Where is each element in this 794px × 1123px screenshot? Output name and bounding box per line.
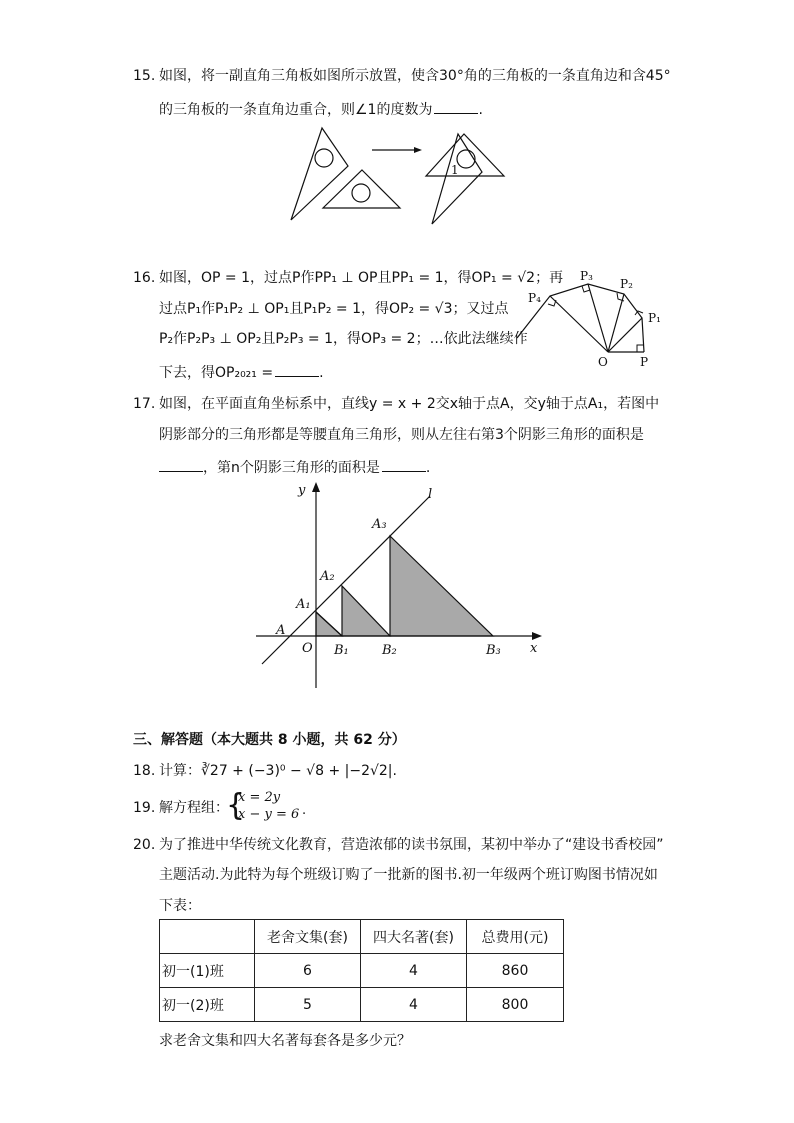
section-3-heading: 三、解答题（本大题共 8 小题，共 62 分）: [133, 732, 406, 748]
book-order-table: [159, 919, 564, 1022]
q15-line1: [133, 67, 671, 85]
table-cell: 800: [467, 988, 564, 1022]
q17-text-3: ，第n个阴影三角形的面积是: [203, 460, 380, 476]
q20-text-2: 主题活动.为此特为每个班级订购了一批新的图书.初一年级两个班订购图书情况如: [159, 867, 658, 883]
q17-label-o: O: [302, 641, 313, 656]
q16-label-p1: P₁: [648, 311, 661, 325]
q16-figure: [512, 266, 672, 370]
table-cell: 6: [255, 954, 361, 988]
q17-shaded-triangle-2: [342, 586, 390, 636]
q15-hole-left: [315, 149, 333, 167]
q16-label-p2: P₂: [620, 277, 633, 291]
q19-prefix: 解方程组：: [159, 800, 229, 816]
table-row: [160, 954, 564, 988]
table-cell: 860: [467, 954, 564, 988]
q15-tail: .: [478, 102, 483, 118]
q15-number: 15.: [133, 68, 156, 84]
q17-label-l: l: [428, 487, 433, 502]
q20-number: 20.: [133, 837, 156, 853]
table-cell: 5: [255, 988, 361, 1022]
q15-figure: [286, 126, 526, 226]
q15-answer-blank: [434, 99, 478, 114]
q17-text-2: 阴影部分的三角形都是等腰直角三角形，则从左往右第3个阴影三角形的面积是: [159, 427, 644, 443]
q17-line3: [159, 457, 430, 477]
q20-text-3: 下表：: [159, 898, 201, 914]
table-header-cell: 四大名著(套): [361, 920, 467, 954]
q17-line1: [133, 395, 659, 413]
q15-text-1: 如图，将一副直角三角板如图所示放置，使含30°角的三角板的一条直角边和含45°: [159, 68, 671, 84]
q16-line4: [159, 362, 324, 382]
q17-tail: .: [425, 460, 431, 476]
q16-line3: [159, 330, 528, 348]
q17-answer-blank-1: [159, 457, 203, 472]
q17-label-b2: B₂: [382, 643, 397, 658]
q16-label-p3: P₃: [580, 269, 593, 283]
q19-brace: {: [226, 788, 246, 823]
q16-number: 16.: [133, 270, 156, 286]
q16-line1: [133, 269, 563, 287]
table-cell: 4: [361, 954, 467, 988]
table-row: [160, 988, 564, 1022]
q19-line: [133, 799, 229, 817]
q15-combined-30: [432, 134, 482, 224]
table-header-cell-empty: [160, 920, 255, 954]
q17-shaded-triangle-3: [390, 536, 493, 636]
q15-angle-label: 1: [451, 163, 459, 177]
q17-line2: [159, 426, 644, 444]
q17-label-a1: A₁: [296, 597, 311, 612]
q20-line3: [159, 897, 201, 915]
table-header-row: [160, 920, 564, 954]
q17-label-x: x: [530, 641, 538, 656]
q16-text-2: 过点P₁作P₁P₂ ⊥ OP₁且P₁P₂ = 1，得OP₂ = √3；又过点: [159, 301, 509, 317]
q17-label-b3: B₃: [486, 643, 501, 658]
q20-question: 求老舍文集和四大名著每套各是多少元？: [159, 1033, 411, 1049]
q18-line: [133, 762, 397, 780]
q17-figure: [250, 478, 550, 692]
q15-hole-45: [352, 184, 370, 202]
q17-label-a: A: [276, 623, 286, 638]
table-cell-class: 初一(2)班: [160, 988, 255, 1022]
q16-answer-blank: [275, 362, 319, 377]
q17-x-arrow: [532, 632, 542, 640]
q18-text: 计算：∛27 + (−3)⁰ − √8 + |−2√2|.: [159, 763, 397, 779]
q15-line2: [159, 99, 483, 119]
q16-right-angle-p: [637, 345, 644, 352]
q20-line1: [133, 836, 664, 854]
q17-label-b1: B₁: [334, 643, 349, 658]
q15-triangle-30-left: [291, 128, 348, 220]
q19-period: ·: [302, 807, 307, 822]
q15-combined-45: [426, 134, 504, 176]
table-header-cell: 总费用(元): [467, 920, 564, 954]
q16-line2: [159, 300, 509, 318]
q15-combined-hole: [457, 150, 475, 168]
q19-number: 19.: [133, 800, 156, 816]
q16-text-1: 如图，OP = 1，过点P作PP₁ ⊥ OP且PP₁ = 1，得OP₁ = √2；再: [159, 270, 564, 286]
q17-label-a2: A₂: [320, 569, 335, 584]
table-header-cell: 老舍文集(套): [255, 920, 361, 954]
q16-tail: .: [319, 365, 324, 381]
q16-label-o: O: [598, 355, 608, 369]
q16-text-3: P₂作P₂P₃ ⊥ OP₂且P₂P₃ = 1，得OP₃ = 2；…依此法继续作: [159, 331, 528, 347]
q20-line2: [159, 866, 658, 884]
q18-number: 18.: [133, 763, 156, 779]
q17-label-y: y: [298, 483, 306, 498]
q17-label-a3: A₃: [372, 517, 387, 532]
q20-text-1: 为了推进中华传统文化教育，营造浓郁的读书氛围，某初中举办了“建设书香校园”: [159, 837, 664, 853]
table-cell-class: 初一(1)班: [160, 954, 255, 988]
q19-eq1: x = 2y: [238, 790, 281, 805]
q17-text-1: 如图，在平面直角坐标系中，直线y = x + 2交x轴于点A，交y轴于点A₁，若图中: [159, 396, 660, 412]
q15-text-2: 的三角板的一条直角边重合，则∠1的度数为: [159, 102, 433, 118]
q16-text-4: 下去，得OP₂₀₂₁ =: [159, 365, 274, 381]
q17-answer-blank-2: [382, 457, 426, 472]
q15-arrowhead: [414, 147, 422, 153]
q16-label-p: P: [640, 355, 649, 369]
table-cell: 4: [361, 988, 467, 1022]
q19-eq2: x − y = 6: [238, 807, 300, 822]
q17-y-arrow: [312, 482, 320, 492]
q16-label-p4: P₄: [528, 291, 541, 305]
q17-number: 17.: [133, 396, 156, 412]
